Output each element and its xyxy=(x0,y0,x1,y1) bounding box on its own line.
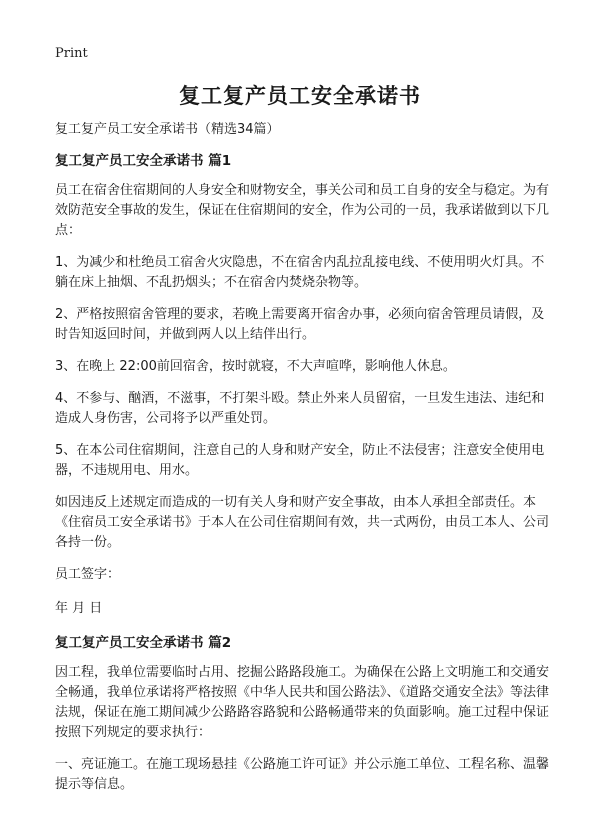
section-1-item-3: 3、在晚上 22:00前回宿舍，按时就寝，不大声喧哗，影响他人休息。 xyxy=(55,359,456,374)
document-subtitle: 复工复产员工安全承诺书（精选34篇） xyxy=(55,122,280,137)
section-1-item-4: 4、不参与、酗酒，不滋事，不打架斗殴。禁止外来人员留宿，一旦发生违法、违纪和造成人身伤害，公司将予以严重处罚。 xyxy=(55,391,545,426)
document-title: 复工复产员工安全承诺书 xyxy=(179,84,421,108)
section-1-heading: 复工复产员工安全承诺书 篇1 xyxy=(55,153,232,169)
section-1-intro: 员工在宿舍住宿期间的人身安全和财物安全，事关公司和员工自身的安全与稳定。为有效防范安全事故的发生，保证在住宿期间的安全，作为公司的一员，我承诺做到以下几点： xyxy=(55,183,550,238)
date-line: 年 月 日 xyxy=(55,601,103,616)
section-1-item-5: 5、在本公司住宿期间，注意自己的人身和财产安全，防止不法侵害；注意安全使用电器，不违规用电、用水。 xyxy=(55,443,545,478)
section-2-heading: 复工复产员工安全承诺书 篇2 xyxy=(55,635,232,651)
section-1-item-2: 2、严格按照宿舍管理的要求，若晚上需要离开宿舍办事，必须向宿舍管理员请假，及时告知返回时间，并做到两人以上结伴出行。 xyxy=(55,307,545,342)
document-body xyxy=(55,120,555,807)
print-link[interactable]: Print xyxy=(55,46,88,61)
section-2-intro: 因工程，我单位需要临时占用、挖掘公路路段施工。为确保在公路上文明施工和交通安全畅通，我单位承诺将严格按照《中华人民共和国公路法》、《道路交通安全法》等法律法规，保证在施工期间减少公路路容路貌和公路畅通带来的负面影响。施工过程中保证按照下列规定的要求执行： xyxy=(55,665,550,740)
section-1-liability: 如因违反上述规定而造成的一切有关人身和财产安全事故，由本人承担全部责任。本《住宿员工安全承诺书》于本人在公司住宿期间有效，共一式两份，由员工本人、公司各持一份。 xyxy=(55,495,550,550)
section-2-item-1: 一、亮证施工。在施工现场悬挂《公路施工许可证》并公示施工单位、工程名称、温馨提示等信息。 xyxy=(55,757,550,792)
signature-line: 员工签字： xyxy=(55,567,121,582)
section-1-item-1: 1、为减少和杜绝员工宿舍火灾隐患，不在宿舍内乱拉乱接电线、不使用明火灯具。不躺在床上抽烟、不乱扔烟头；不在宿舍内焚烧杂物等。 xyxy=(55,255,545,290)
